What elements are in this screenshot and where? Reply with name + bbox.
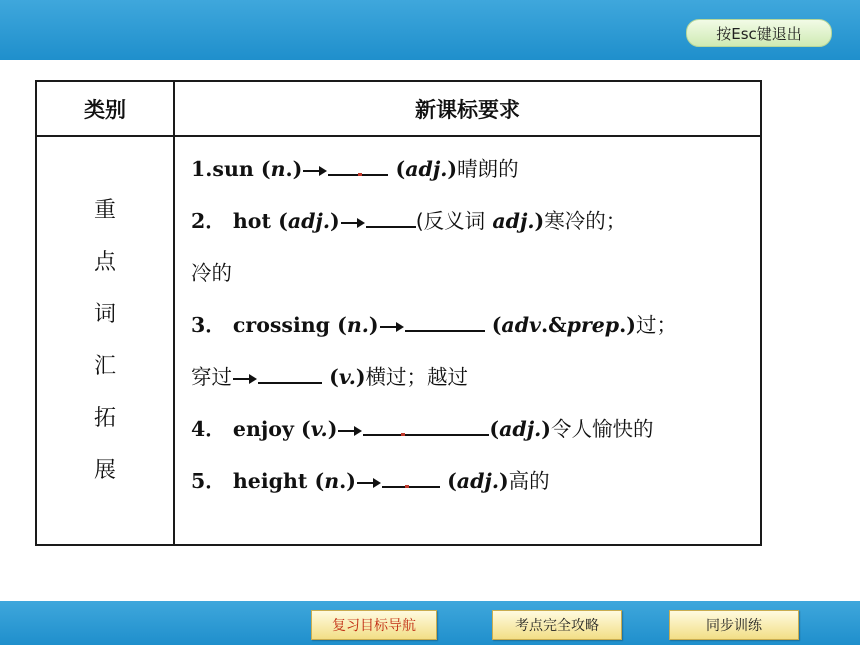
key-points-nav-button[interactable]: 考点完全攻略 bbox=[492, 610, 622, 640]
part-of-speech: adj. bbox=[499, 417, 542, 441]
chinese-meaning: 过； bbox=[635, 313, 677, 337]
vocab-item-3-cont: 穿过 (v.)横过；越过 bbox=[191, 351, 750, 403]
chinese-meaning: 穿过 bbox=[191, 365, 232, 389]
vocab-item-2: 2． hot (adj.) (反义词 adj.)寒冷的； bbox=[191, 195, 750, 247]
chinese-meaning: 寒冷的； bbox=[544, 209, 627, 233]
right-arrow-icon bbox=[302, 164, 328, 178]
answer-blank[interactable] bbox=[258, 362, 322, 384]
chinese-meaning: 晴朗的 bbox=[457, 157, 519, 181]
right-arrow-icon bbox=[337, 424, 363, 438]
part-of-speech: v. bbox=[310, 417, 328, 441]
part-of-speech: n bbox=[324, 469, 340, 493]
part-of-speech: prep bbox=[566, 313, 620, 337]
antonym-note: (反义词 bbox=[415, 209, 486, 233]
table-row bbox=[36, 136, 761, 545]
item-word: crossing bbox=[232, 313, 330, 337]
item-word: sun bbox=[212, 157, 254, 181]
answer-blank[interactable] bbox=[328, 154, 388, 176]
part-of-speech: v. bbox=[338, 365, 356, 389]
part-of-speech: adj. bbox=[456, 469, 499, 493]
requirement-cell bbox=[174, 136, 761, 545]
vocab-item-2-cont bbox=[191, 247, 750, 299]
bottom-nav-bar bbox=[0, 601, 860, 645]
vocabulary-table bbox=[35, 80, 762, 546]
answer-blank[interactable] bbox=[363, 414, 489, 436]
item-number: 1. bbox=[191, 157, 213, 181]
vocab-item-1: 1.sun (n.) (adj.)晴朗的 bbox=[191, 143, 750, 195]
answer-blank[interactable] bbox=[366, 206, 416, 228]
chinese-meaning: 横过；越过 bbox=[365, 365, 469, 389]
esc-exit-button[interactable]: 按Esc键退出 bbox=[686, 19, 832, 47]
part-of-speech: adv bbox=[501, 313, 541, 337]
category-char: 展 bbox=[93, 458, 116, 483]
item-number: 2． bbox=[191, 209, 226, 233]
top-bar bbox=[0, 0, 860, 60]
sync-training-nav-button[interactable]: 同步训练 bbox=[669, 610, 799, 640]
category-char: 重 bbox=[93, 198, 116, 223]
answer-blank[interactable] bbox=[382, 466, 440, 488]
item-word: height bbox=[232, 469, 308, 493]
part-of-speech: adj. bbox=[287, 209, 330, 233]
part-of-speech: n. bbox=[346, 313, 369, 337]
review-goals-nav-button[interactable]: 复习目标导航 bbox=[311, 610, 437, 640]
item-number: 5． bbox=[191, 469, 226, 493]
vocab-item-4: 4． enjoy (v.) (adj.)令人愉快的 bbox=[191, 403, 750, 455]
item-number: 4． bbox=[191, 417, 226, 441]
vocab-item-5: 5． height (n.) (adj.)高的 bbox=[191, 455, 750, 507]
right-arrow-icon bbox=[356, 476, 382, 490]
chinese-meaning: 令人愉快的 bbox=[550, 417, 654, 441]
part-of-speech: adj. bbox=[405, 157, 448, 181]
item-number: 3． bbox=[191, 313, 226, 337]
right-arrow-icon bbox=[379, 320, 405, 334]
item-word: enjoy bbox=[232, 417, 294, 441]
right-arrow-icon bbox=[340, 216, 366, 230]
category-cell bbox=[36, 136, 174, 545]
answer-blank[interactable] bbox=[405, 310, 485, 332]
category-char: 拓 bbox=[93, 406, 116, 431]
column-header-requirement: 新课标要求 bbox=[174, 81, 761, 136]
category-char: 点 bbox=[93, 250, 116, 275]
chinese-meaning: 高的 bbox=[508, 469, 550, 493]
table-header-row bbox=[36, 81, 761, 136]
chinese-meaning: 冷的 bbox=[191, 261, 232, 285]
category-char: 汇 bbox=[93, 354, 116, 379]
right-arrow-icon bbox=[232, 372, 258, 386]
item-word: hot bbox=[232, 209, 271, 233]
vocab-item-3: 3． crossing (n.) (adv.&prep.)过； bbox=[191, 299, 750, 351]
column-header-category: 类别 bbox=[36, 81, 174, 136]
part-of-speech: n bbox=[270, 157, 286, 181]
part-of-speech: adj. bbox=[492, 209, 535, 233]
category-char: 词 bbox=[93, 302, 116, 327]
